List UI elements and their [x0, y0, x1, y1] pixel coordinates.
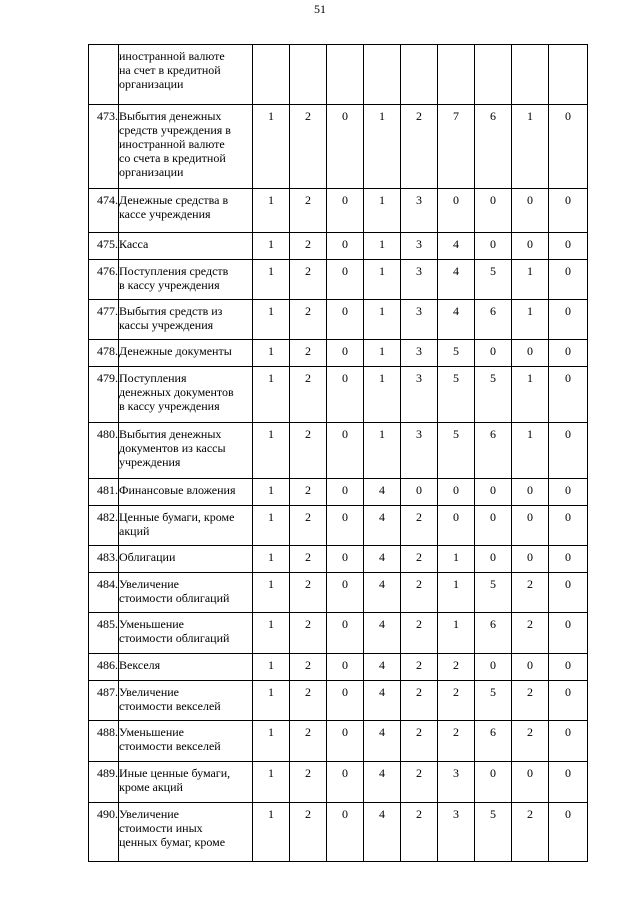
code-digit: 5 — [475, 260, 512, 300]
account-name-line: Денежные документы — [119, 344, 232, 358]
code-digit: 4 — [364, 506, 401, 546]
account-name — [119, 105, 253, 189]
account-name-line: в кассу учреждения — [119, 278, 220, 292]
row-number: 477. — [89, 300, 119, 340]
row-number: 473. — [89, 105, 119, 189]
code-digit: 1 — [364, 260, 401, 300]
code-digit: 2 — [401, 573, 438, 613]
code-digit: 0 — [549, 681, 588, 721]
code-digit: 2 — [290, 260, 327, 300]
code-digit: 1 — [253, 340, 290, 367]
account-name-line: Поступления средств — [119, 264, 229, 278]
code-digit: 1 — [364, 233, 401, 260]
account-name-line: Выбытия денежных — [119, 427, 222, 441]
code-digit: 2 — [401, 654, 438, 681]
code-digit: 1 — [364, 340, 401, 367]
code-digit: 0 — [438, 189, 475, 233]
account-name-line: Увеличение — [119, 807, 180, 821]
code-digit: 4 — [364, 613, 401, 654]
table-row — [89, 105, 588, 189]
account-name — [119, 367, 253, 423]
account-name — [119, 506, 253, 546]
account-name — [119, 300, 253, 340]
account-name-line: денежных документов — [119, 385, 234, 399]
code-digit: 2 — [290, 506, 327, 546]
code-digit: 0 — [327, 654, 364, 681]
code-digit: 0 — [327, 681, 364, 721]
code-digit — [549, 45, 588, 105]
code-digit: 0 — [549, 340, 588, 367]
code-digit: 0 — [475, 340, 512, 367]
account-name-line: Уменьшение — [119, 617, 184, 631]
code-digit: 0 — [327, 300, 364, 340]
code-digit: 5 — [438, 367, 475, 423]
code-digit: 1 — [253, 260, 290, 300]
code-digit: 3 — [401, 300, 438, 340]
account-name-line: кроме акций — [119, 780, 183, 794]
code-digit: 4 — [364, 479, 401, 506]
account-name-line: ценных бумаг, кроме — [119, 835, 226, 849]
row-number: 487. — [89, 681, 119, 721]
account-name-line: Выбытия денежных — [119, 109, 222, 123]
code-digit: 2 — [512, 803, 549, 862]
code-digit: 5 — [438, 340, 475, 367]
code-digit: 0 — [327, 762, 364, 803]
code-digit: 2 — [290, 546, 327, 573]
code-digit: 0 — [512, 479, 549, 506]
row-number: 483. — [89, 546, 119, 573]
code-digit: 0 — [327, 573, 364, 613]
account-name — [119, 233, 253, 260]
code-digit: 0 — [549, 506, 588, 546]
account-name-line: Увеличение — [119, 685, 180, 699]
table-row — [89, 654, 588, 681]
code-digit: 2 — [401, 546, 438, 573]
code-digit: 6 — [475, 721, 512, 762]
code-digit: 4 — [438, 233, 475, 260]
account-name — [119, 189, 253, 233]
code-digit: 3 — [401, 260, 438, 300]
code-digit: 0 — [549, 762, 588, 803]
code-digit: 2 — [401, 105, 438, 189]
row-number: 476. — [89, 260, 119, 300]
table-row — [89, 573, 588, 613]
code-digit: 2 — [290, 654, 327, 681]
code-digit: 2 — [290, 367, 327, 423]
account-name-line: Векселя — [119, 658, 161, 672]
account-name-line: Поступления — [119, 371, 187, 385]
code-digit — [512, 45, 549, 105]
code-digit: 2 — [290, 803, 327, 862]
code-digit: 4 — [364, 721, 401, 762]
code-digit: 1 — [253, 367, 290, 423]
code-digit: 0 — [327, 340, 364, 367]
account-name-line: Выбытия средств из — [119, 304, 223, 318]
account-name-line: организации — [119, 77, 184, 91]
account-name — [119, 479, 253, 506]
code-digit: 1 — [438, 613, 475, 654]
account-name-line: стоимости облигаций — [119, 591, 230, 605]
code-digit: 2 — [512, 573, 549, 613]
code-digit: 4 — [364, 654, 401, 681]
row-number: 485. — [89, 613, 119, 654]
code-digit: 2 — [512, 681, 549, 721]
account-name-line: стоимости облигаций — [119, 631, 230, 645]
code-digit: 1 — [253, 546, 290, 573]
code-digit: 0 — [549, 613, 588, 654]
account-name-line: кассы учреждения — [119, 318, 214, 332]
code-digit: 3 — [438, 803, 475, 862]
code-digit — [475, 45, 512, 105]
code-digit: 0 — [475, 479, 512, 506]
account-name — [119, 546, 253, 573]
account-name-line: Денежные средства в — [119, 193, 229, 207]
row-number: 474. — [89, 189, 119, 233]
code-digit: 2 — [290, 105, 327, 189]
code-digit: 1 — [253, 573, 290, 613]
code-digit: 1 — [512, 423, 549, 479]
code-digit: 6 — [475, 613, 512, 654]
code-digit: 0 — [512, 762, 549, 803]
account-name-line: в кассу учреждения — [119, 399, 220, 413]
row-number: 490. — [89, 803, 119, 862]
code-digit: 1 — [253, 721, 290, 762]
code-digit: 4 — [364, 803, 401, 862]
code-digit: 5 — [475, 681, 512, 721]
row-number: 478. — [89, 340, 119, 367]
code-digit: 4 — [364, 573, 401, 613]
page-number: 51 — [314, 2, 326, 16]
code-digit: 1 — [438, 546, 475, 573]
code-digit: 0 — [327, 803, 364, 862]
account-name — [119, 721, 253, 762]
table-row — [89, 300, 588, 340]
code-digit: 1 — [512, 105, 549, 189]
code-digit: 4 — [438, 260, 475, 300]
code-digit: 0 — [475, 189, 512, 233]
code-digit: 2 — [401, 762, 438, 803]
code-digit: 2 — [290, 340, 327, 367]
code-digit: 1 — [253, 613, 290, 654]
code-digit: 1 — [253, 423, 290, 479]
account-name-line: на счет в кредитной — [119, 63, 221, 77]
code-digit: 0 — [475, 233, 512, 260]
code-digit: 0 — [512, 233, 549, 260]
row-number — [89, 45, 119, 105]
account-name-line: со счета в кредитной — [119, 151, 226, 165]
table-row — [89, 479, 588, 506]
account-name-line: иностранной валюте — [119, 49, 225, 63]
account-name-line: стоимости иных — [119, 821, 203, 835]
account-name-line: Увеличение — [119, 577, 180, 591]
code-digit: 1 — [253, 681, 290, 721]
table-row — [89, 506, 588, 546]
code-digit: 0 — [327, 423, 364, 479]
code-digit: 2 — [438, 721, 475, 762]
code-digit: 2 — [401, 613, 438, 654]
code-digit: 1 — [253, 762, 290, 803]
table-row — [89, 260, 588, 300]
row-number: 486. — [89, 654, 119, 681]
code-digit — [364, 45, 401, 105]
code-digit: 0 — [549, 367, 588, 423]
code-digit: 0 — [549, 573, 588, 613]
account-name-line: стоимости векселей — [119, 739, 221, 753]
code-digit: 1 — [253, 105, 290, 189]
code-digit: 0 — [512, 340, 549, 367]
code-digit: 0 — [327, 479, 364, 506]
account-name-line: акций — [119, 524, 150, 538]
code-digit: 2 — [438, 681, 475, 721]
account-name-line: средств учреждения в — [119, 123, 231, 137]
code-digit: 0 — [549, 189, 588, 233]
code-digit: 4 — [364, 681, 401, 721]
code-digit: 2 — [512, 721, 549, 762]
code-digit: 2 — [401, 681, 438, 721]
account-name-line: иностранной валюте — [119, 137, 225, 151]
code-digit: 6 — [475, 423, 512, 479]
table-row — [89, 423, 588, 479]
account-name — [119, 762, 253, 803]
account-name-line: Финансовые вложения — [119, 483, 236, 497]
code-digit — [327, 45, 364, 105]
account-name-line: стоимости векселей — [119, 699, 221, 713]
table-row — [89, 546, 588, 573]
account-name — [119, 45, 253, 105]
code-digit: 0 — [438, 479, 475, 506]
code-digit: 0 — [327, 189, 364, 233]
code-digit: 0 — [549, 546, 588, 573]
code-digit: 1 — [512, 300, 549, 340]
account-name-line: кассе учреждения — [119, 207, 211, 221]
code-digit: 5 — [475, 803, 512, 862]
code-digit: 1 — [364, 423, 401, 479]
account-name — [119, 260, 253, 300]
code-digit: 0 — [549, 300, 588, 340]
code-digit: 2 — [290, 681, 327, 721]
code-digit: 1 — [512, 260, 549, 300]
code-digit: 1 — [253, 654, 290, 681]
account-name — [119, 573, 253, 613]
code-digit: 0 — [327, 721, 364, 762]
account-name-line: Ценные бумаги, кроме — [119, 510, 235, 524]
code-digit: 4 — [364, 762, 401, 803]
code-digit: 1 — [253, 803, 290, 862]
code-digit: 3 — [401, 423, 438, 479]
code-digit: 0 — [512, 189, 549, 233]
code-digit: 4 — [438, 300, 475, 340]
code-digit: 0 — [512, 506, 549, 546]
code-digit: 0 — [475, 546, 512, 573]
code-digit: 1 — [364, 367, 401, 423]
code-digit: 1 — [253, 506, 290, 546]
code-digit: 0 — [549, 479, 588, 506]
row-number: 482. — [89, 506, 119, 546]
code-digit: 5 — [475, 573, 512, 613]
code-digit: 2 — [438, 654, 475, 681]
code-digit: 0 — [327, 105, 364, 189]
code-digit: 5 — [438, 423, 475, 479]
code-digit: 2 — [290, 762, 327, 803]
code-digit: 0 — [327, 613, 364, 654]
code-digit: 1 — [364, 189, 401, 233]
account-name-line: документов из кассы — [119, 441, 226, 455]
account-name-line: Облигации — [119, 550, 176, 564]
code-digit: 0 — [438, 506, 475, 546]
code-digit: 0 — [401, 479, 438, 506]
code-digit: 2 — [290, 233, 327, 260]
accounts-table — [88, 44, 588, 862]
account-name — [119, 613, 253, 654]
code-digit: 1 — [253, 233, 290, 260]
code-digit: 2 — [512, 613, 549, 654]
table-row — [89, 340, 588, 367]
code-digit: 0 — [327, 260, 364, 300]
row-number: 479. — [89, 367, 119, 423]
account-name-line: Уменьшение — [119, 725, 184, 739]
code-digit: 0 — [512, 546, 549, 573]
account-name — [119, 681, 253, 721]
code-digit: 2 — [401, 721, 438, 762]
account-name — [119, 803, 253, 862]
code-digit: 6 — [475, 105, 512, 189]
code-digit: 0 — [327, 506, 364, 546]
code-digit — [290, 45, 327, 105]
account-name — [119, 654, 253, 681]
account-name-line: Касса — [119, 237, 149, 251]
table-row — [89, 233, 588, 260]
table-row — [89, 189, 588, 233]
code-digit: 0 — [549, 105, 588, 189]
code-digit — [401, 45, 438, 105]
code-digit: 0 — [549, 803, 588, 862]
code-digit: 3 — [401, 367, 438, 423]
account-name — [119, 340, 253, 367]
code-digit: 2 — [401, 506, 438, 546]
table-row — [89, 721, 588, 762]
code-digit: 3 — [401, 233, 438, 260]
account-name-line: организации — [119, 165, 184, 179]
code-digit: 0 — [549, 721, 588, 762]
code-digit: 1 — [253, 189, 290, 233]
code-digit: 3 — [401, 340, 438, 367]
code-digit: 0 — [549, 260, 588, 300]
code-digit: 0 — [475, 654, 512, 681]
code-digit: 1 — [438, 573, 475, 613]
code-digit — [253, 45, 290, 105]
code-digit: 2 — [290, 573, 327, 613]
code-digit: 2 — [290, 189, 327, 233]
row-number: 484. — [89, 573, 119, 613]
table-row — [89, 45, 588, 105]
code-digit: 1 — [512, 367, 549, 423]
row-number: 489. — [89, 762, 119, 803]
code-digit: 0 — [475, 762, 512, 803]
row-number: 480. — [89, 423, 119, 479]
account-name-line: Иные ценные бумаги, — [119, 766, 231, 780]
code-digit: 0 — [549, 423, 588, 479]
table-row — [89, 681, 588, 721]
code-digit: 2 — [290, 721, 327, 762]
code-digit: 3 — [438, 762, 475, 803]
code-digit: 3 — [401, 189, 438, 233]
code-digit: 0 — [327, 546, 364, 573]
account-name-line: учреждения — [119, 455, 181, 469]
code-digit — [438, 45, 475, 105]
code-digit: 0 — [549, 654, 588, 681]
row-number: 481. — [89, 479, 119, 506]
account-name — [119, 423, 253, 479]
table-row — [89, 613, 588, 654]
code-digit: 2 — [290, 300, 327, 340]
code-digit: 5 — [475, 367, 512, 423]
code-digit: 0 — [549, 233, 588, 260]
code-digit: 7 — [438, 105, 475, 189]
code-digit: 2 — [290, 479, 327, 506]
code-digit: 0 — [512, 654, 549, 681]
table-row — [89, 803, 588, 862]
code-digit: 1 — [253, 300, 290, 340]
code-digit: 6 — [475, 300, 512, 340]
code-digit: 4 — [364, 546, 401, 573]
table-row — [89, 762, 588, 803]
code-digit: 2 — [290, 613, 327, 654]
code-digit: 1 — [364, 300, 401, 340]
row-number: 488. — [89, 721, 119, 762]
table-row — [89, 367, 588, 423]
code-digit: 2 — [290, 423, 327, 479]
code-digit: 0 — [475, 506, 512, 546]
code-digit: 1 — [253, 479, 290, 506]
code-digit: 2 — [401, 803, 438, 862]
code-digit: 0 — [327, 367, 364, 423]
code-digit: 1 — [364, 105, 401, 189]
row-number: 475. — [89, 233, 119, 260]
code-digit: 0 — [327, 233, 364, 260]
